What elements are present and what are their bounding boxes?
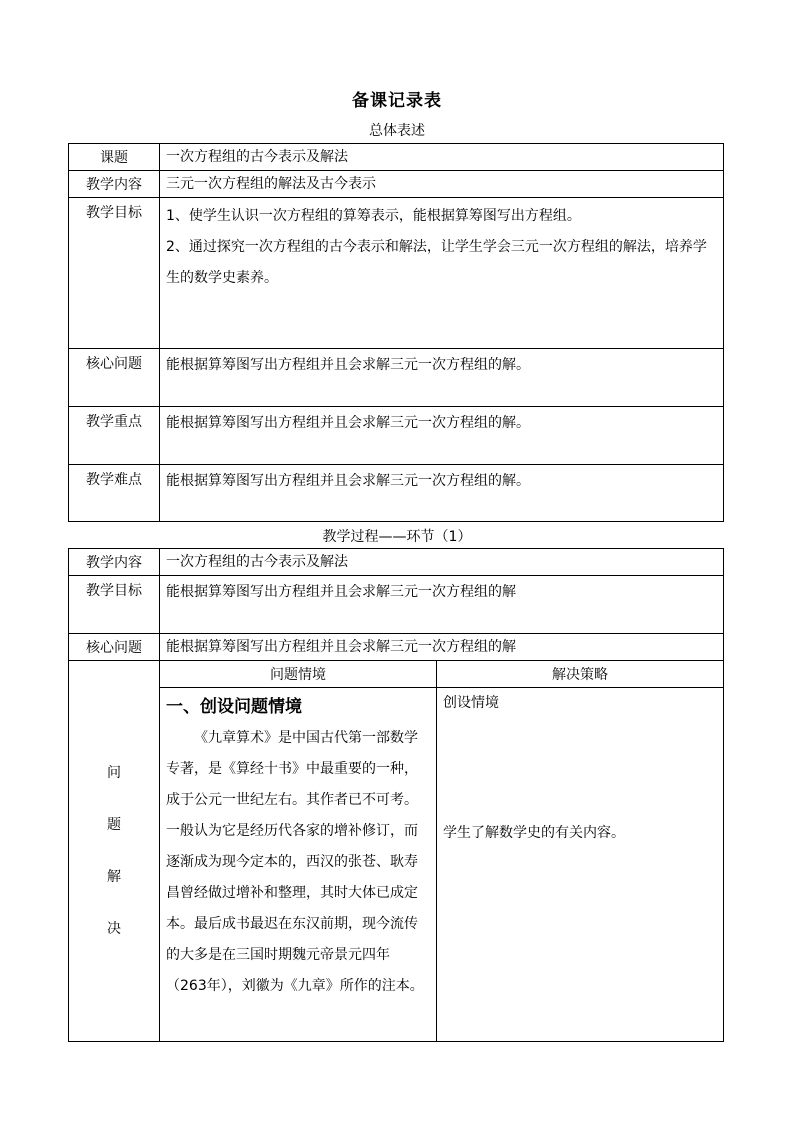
strategy-cell	[437, 688, 724, 1042]
objective-line-1: 1、使学生认识一次方程组的算筹表示，能根据算筹图写出方程组。	[166, 208, 581, 224]
objective-line-2: 2、通过探究一次方程组的古今表示和解法，让学生学会三元一次方程组的解法，培养学生的数学史素养。	[166, 239, 707, 286]
process-label-objective: 教学目标	[69, 576, 160, 634]
table-row	[69, 144, 724, 171]
row-label-difficulty: 教学难点	[69, 465, 160, 522]
column-header-strategy: 解决策略	[437, 661, 724, 688]
situation-cell	[160, 688, 437, 1042]
side-char: 问	[107, 765, 121, 781]
key-point-value: 能根据算筹图写出方程组并且会求解三元一次方程组的解。	[160, 407, 724, 465]
table-row	[69, 465, 724, 522]
column-header-situation: 问题情境	[160, 661, 437, 688]
process-label-content: 教学内容	[69, 549, 160, 576]
process-core-question-value: 能根据算筹图写出方程组并且会求解三元一次方程组的解	[160, 634, 724, 661]
strategy-note-1: 创设情境	[443, 695, 499, 711]
row-label-content: 教学内容	[69, 171, 160, 198]
row-label-objective: 教学目标	[69, 198, 160, 349]
difficulty-value: 能根据算筹图写出方程组并且会求解三元一次方程组的解。	[160, 465, 724, 522]
side-char: 决	[107, 921, 121, 937]
core-question-value: 能根据算筹图写出方程组并且会求解三元一次方程组的解。	[160, 349, 724, 407]
objective-value	[160, 198, 724, 349]
overview-table	[68, 143, 724, 522]
process-label-core-question: 核心问题	[69, 634, 160, 661]
table-row	[69, 349, 724, 407]
row-label-core-question: 核心问题	[69, 349, 160, 407]
table-row	[69, 634, 724, 661]
document-title: 备课记录表	[352, 91, 442, 111]
section-heading: 一、创设问题情境	[166, 697, 302, 717]
table-row	[69, 688, 724, 1042]
table-row	[69, 171, 724, 198]
side-char: 题	[107, 817, 121, 833]
problem-solving-side-label	[69, 661, 160, 1042]
topic-value: 一次方程组的古今表示及解法	[160, 144, 724, 171]
process-table	[68, 548, 724, 1042]
process-caption: 教学过程——环节（1）	[322, 529, 472, 545]
row-label-key-point: 教学重点	[69, 407, 160, 465]
process-objective-value: 能根据算筹图写出方程组并且会求解三元一次方程组的解	[160, 576, 724, 634]
table-row	[69, 576, 724, 634]
side-char: 解	[107, 869, 121, 885]
table-row	[69, 549, 724, 576]
content-value: 三元一次方程组的解法及古今表示	[160, 171, 724, 198]
table-row	[69, 198, 724, 349]
row-label-topic: 课题	[69, 144, 160, 171]
table-row	[69, 407, 724, 465]
table-row	[69, 661, 724, 688]
strategy-note-2: 学生了解数学史的有关内容。	[443, 825, 625, 841]
process-content-value: 一次方程组的古今表示及解法	[160, 549, 724, 576]
history-paragraph: 《九章算术》是中国古代第一部数学专著，是《算经十书》中最重要的一种，成于公元一世纪左右。其作者已不可考。一般认为它是经历代各家的增补修订，而逐渐成为现今定本的，西汉的张苍、耿寿昌曾经做过增补和整理，其时大体已成定本。最后成书最迟在东汉前期，现今流传的大多是在三国时期魏元帝景元四年（263年），刘徽为《九章》所作的注本。	[166, 730, 424, 994]
overview-caption: 总体表述	[369, 123, 425, 139]
